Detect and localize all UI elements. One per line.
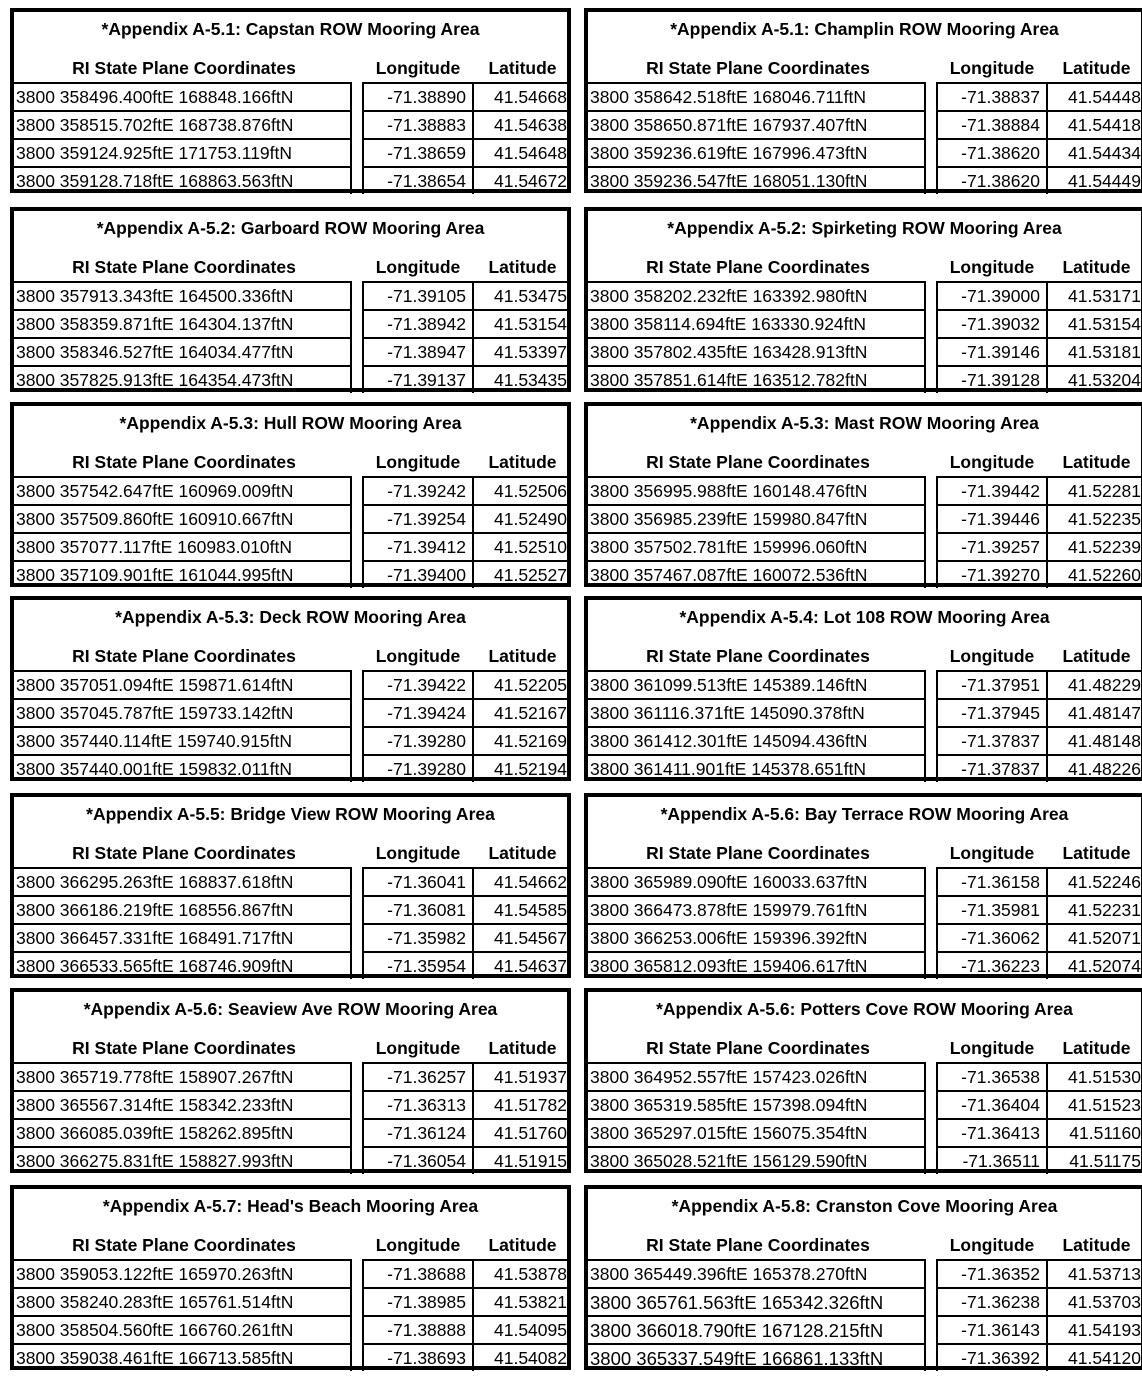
state-plane-coordinate-cell: 3800 366275.831ftE 158827.993ftN — [14, 1146, 352, 1174]
state-plane-coordinate-cell: 3800 358642.518ftE 168046.711ftN — [588, 82, 926, 110]
state-plane-coordinate-cell: 3800 359236.619ftE 167996.473ftN — [588, 138, 926, 166]
table-row — [588, 337, 1141, 365]
table-row — [14, 726, 567, 754]
longitude-cell: -71.38888 — [362, 1315, 474, 1343]
state-plane-coordinate-cell: 3800 366018.790ftE 167128.215ftN — [588, 1315, 926, 1343]
table-row — [588, 476, 1141, 504]
latitude-cell: 41.54567 — [474, 923, 567, 951]
state-plane-coordinate-cell: 3800 358359.871ftE 164304.137ftN — [14, 309, 352, 337]
longitude-cell: -71.35982 — [362, 923, 474, 951]
longitude-cell: -71.37837 — [936, 726, 1048, 754]
table-title: *Appendix A-5.6: Seaview Ave ROW Mooring Area — [83, 999, 498, 1019]
latitude-cell: 41.53878 — [474, 1259, 567, 1287]
table-row — [588, 309, 1141, 337]
longitude-cell: -71.36062 — [936, 923, 1048, 951]
coordinates-header: RI State Plane Coordinates — [72, 646, 296, 666]
longitude-cell: -71.38947 — [362, 337, 474, 365]
longitude-cell: -71.36413 — [936, 1118, 1048, 1146]
coordinates-header: RI State Plane Coordinates — [646, 58, 870, 78]
latitude-cell: 41.54193 — [1048, 1315, 1141, 1343]
longitude-cell: -71.38942 — [362, 309, 474, 337]
longitude-header: Longitude — [375, 58, 461, 78]
state-plane-coordinate-cell: 3800 359053.122ftE 165970.263ftN — [14, 1259, 352, 1287]
state-plane-coordinate-cell: 3800 365297.015ftE 156075.354ftN — [588, 1118, 926, 1146]
table-row — [588, 281, 1141, 309]
latitude-cell: 41.52231 — [1048, 895, 1141, 923]
state-plane-coordinate-cell: 3800 357542.647ftE 160969.009ftN — [14, 476, 352, 504]
mooring-area-table — [10, 596, 571, 781]
table-row — [588, 867, 1141, 895]
latitude-cell: 41.52071 — [1048, 923, 1141, 951]
table-row — [588, 1090, 1141, 1118]
table-row — [14, 365, 567, 393]
state-plane-coordinate-cell: 3800 365719.778ftE 158907.267ftN — [14, 1062, 352, 1090]
latitude-cell: 41.54434 — [1048, 138, 1141, 166]
latitude-header: Latitude — [1062, 1235, 1131, 1255]
latitude-cell: 41.54638 — [474, 110, 567, 138]
table-row — [588, 1315, 1141, 1343]
latitude-cell: 41.52239 — [1048, 532, 1141, 560]
state-plane-coordinate-cell: 3800 358515.702ftE 168738.876ftN — [14, 110, 352, 138]
state-plane-coordinate-cell: 3800 358650.871ftE 167937.407ftN — [588, 110, 926, 138]
coordinates-header: RI State Plane Coordinates — [646, 843, 870, 863]
latitude-cell: 41.54648 — [474, 138, 567, 166]
table-row — [588, 670, 1141, 698]
table-row — [588, 895, 1141, 923]
longitude-cell: -71.39400 — [362, 560, 474, 588]
table-row — [588, 1118, 1141, 1146]
latitude-header: Latitude — [1062, 452, 1131, 472]
latitude-cell: 41.51782 — [474, 1090, 567, 1118]
longitude-header: Longitude — [949, 1235, 1035, 1255]
table-row — [588, 1146, 1141, 1174]
coordinates-header: RI State Plane Coordinates — [72, 257, 296, 277]
table-row — [588, 138, 1141, 166]
latitude-header: Latitude — [1062, 646, 1131, 666]
coordinates-header: RI State Plane Coordinates — [72, 843, 296, 863]
latitude-cell: 41.53154 — [1048, 309, 1141, 337]
latitude-cell: 41.52260 — [1048, 560, 1141, 588]
table-row — [14, 698, 567, 726]
table-row — [588, 754, 1141, 782]
latitude-cell: 41.52074 — [1048, 951, 1141, 979]
longitude-cell: -71.38890 — [362, 82, 474, 110]
table-row — [14, 138, 567, 166]
longitude-header: Longitude — [949, 452, 1035, 472]
longitude-cell: -71.36392 — [936, 1343, 1048, 1371]
mooring-area-table — [584, 1185, 1142, 1370]
table-row — [14, 1118, 567, 1146]
longitude-cell: -71.39254 — [362, 504, 474, 532]
state-plane-coordinate-cell: 3800 361116.371ftE 145090.378ftN — [588, 698, 926, 726]
longitude-cell: -71.36257 — [362, 1062, 474, 1090]
table-row — [588, 923, 1141, 951]
latitude-cell: 41.51530 — [1048, 1062, 1141, 1090]
latitude-header: Latitude — [1062, 257, 1131, 277]
latitude-header: Latitude — [1062, 843, 1131, 863]
state-plane-coordinate-cell: 3800 358202.232ftE 163392.980ftN — [588, 281, 926, 309]
table-row — [14, 1315, 567, 1343]
latitude-cell: 41.54120 — [1048, 1343, 1141, 1371]
state-plane-coordinate-cell: 3800 366085.039ftE 158262.895ftN — [14, 1118, 352, 1146]
state-plane-coordinate-cell: 3800 359236.547ftE 168051.130ftN — [588, 166, 926, 194]
longitude-cell: -71.37951 — [936, 670, 1048, 698]
table-row — [14, 166, 567, 194]
table-title: *Appendix A-5.1: Capstan ROW Mooring Area — [101, 19, 480, 39]
mooring-area-table — [10, 207, 571, 392]
table-row — [588, 560, 1141, 588]
table-row — [14, 895, 567, 923]
table-row — [14, 504, 567, 532]
coordinates-header: RI State Plane Coordinates — [646, 1038, 870, 1058]
table-row — [588, 110, 1141, 138]
latitude-header: Latitude — [488, 58, 557, 78]
latitude-cell: 41.53154 — [474, 309, 567, 337]
table-row — [588, 532, 1141, 560]
coordinates-header: RI State Plane Coordinates — [72, 1235, 296, 1255]
longitude-cell: -71.36143 — [936, 1315, 1048, 1343]
table-row — [588, 1062, 1141, 1090]
table-row — [14, 867, 567, 895]
state-plane-coordinate-cell: 3800 366295.263ftE 168837.618ftN — [14, 867, 352, 895]
state-plane-coordinate-cell: 3800 366186.219ftE 168556.867ftN — [14, 895, 352, 923]
state-plane-coordinate-cell: 3800 359038.461ftE 166713.585ftN — [14, 1343, 352, 1371]
latitude-cell: 41.52169 — [474, 726, 567, 754]
table-title: *Appendix A-5.8: Cranston Cove Mooring Area — [671, 1196, 1058, 1216]
latitude-header: Latitude — [488, 646, 557, 666]
state-plane-coordinate-cell: 3800 365812.093ftE 159406.617ftN — [588, 951, 926, 979]
table-title: *Appendix A-5.4: Lot 108 ROW Mooring Area — [679, 607, 1050, 627]
longitude-cell: -71.39422 — [362, 670, 474, 698]
state-plane-coordinate-cell: 3800 359124.925ftE 171753.119ftN — [14, 138, 352, 166]
table-row — [14, 337, 567, 365]
coordinates-header: RI State Plane Coordinates — [72, 58, 296, 78]
mooring-area-table — [584, 596, 1142, 781]
coordinates-header: RI State Plane Coordinates — [72, 452, 296, 472]
latitude-cell: 41.54418 — [1048, 110, 1141, 138]
longitude-cell: -71.38688 — [362, 1259, 474, 1287]
longitude-cell: -71.39442 — [936, 476, 1048, 504]
table-row — [14, 532, 567, 560]
longitude-cell: -71.39000 — [936, 281, 1048, 309]
coordinates-header: RI State Plane Coordinates — [646, 646, 870, 666]
latitude-cell: 41.52167 — [474, 698, 567, 726]
longitude-cell: -71.38883 — [362, 110, 474, 138]
latitude-cell: 41.53204 — [1048, 365, 1141, 393]
state-plane-coordinate-cell: 3800 357502.781ftE 159996.060ftN — [588, 532, 926, 560]
table-title: *Appendix A-5.3: Hull ROW Mooring Area — [119, 413, 462, 433]
state-plane-coordinate-cell: 3800 357440.114ftE 159740.915ftN — [14, 726, 352, 754]
state-plane-coordinate-cell: 3800 365319.585ftE 157398.094ftN — [588, 1090, 926, 1118]
longitude-cell: -71.36313 — [362, 1090, 474, 1118]
longitude-cell: -71.39280 — [362, 726, 474, 754]
latitude-cell: 41.53703 — [1048, 1287, 1141, 1315]
latitude-cell: 41.54082 — [474, 1343, 567, 1371]
state-plane-coordinate-cell: 3800 356985.239ftE 159980.847ftN — [588, 504, 926, 532]
table-row — [588, 365, 1141, 393]
table-row — [14, 951, 567, 979]
state-plane-coordinate-cell: 3800 361411.901ftE 145378.651ftN — [588, 754, 926, 782]
longitude-header: Longitude — [949, 1038, 1035, 1058]
longitude-cell: -71.38693 — [362, 1343, 474, 1371]
table-row — [14, 110, 567, 138]
longitude-cell: -71.39105 — [362, 281, 474, 309]
state-plane-coordinate-cell: 3800 357109.901ftE 161044.995ftN — [14, 560, 352, 588]
coordinates-header: RI State Plane Coordinates — [72, 1038, 296, 1058]
latitude-header: Latitude — [488, 843, 557, 863]
latitude-cell: 41.54449 — [1048, 166, 1141, 194]
latitude-header: Latitude — [488, 1038, 557, 1058]
latitude-header: Latitude — [488, 257, 557, 277]
latitude-cell: 41.48229 — [1048, 670, 1141, 698]
longitude-cell: -71.37945 — [936, 698, 1048, 726]
latitude-cell: 41.53475 — [474, 281, 567, 309]
longitude-cell: -71.39257 — [936, 532, 1048, 560]
table-title: *Appendix A-5.6: Bay Terrace ROW Mooring Area — [660, 804, 1069, 824]
latitude-cell: 41.51760 — [474, 1118, 567, 1146]
table-row — [588, 166, 1141, 194]
table-row — [588, 504, 1141, 532]
table-row — [14, 1287, 567, 1315]
latitude-cell: 41.52205 — [474, 670, 567, 698]
table-row — [14, 281, 567, 309]
longitude-cell: -71.39137 — [362, 365, 474, 393]
mooring-area-table — [584, 402, 1142, 587]
mooring-area-table — [584, 793, 1142, 978]
latitude-cell: 41.51175 — [1048, 1146, 1141, 1174]
state-plane-coordinate-cell: 3800 365761.563ftE 165342.326ftN — [588, 1287, 926, 1315]
latitude-cell: 41.54585 — [474, 895, 567, 923]
longitude-header: Longitude — [949, 646, 1035, 666]
latitude-cell: 41.53821 — [474, 1287, 567, 1315]
table-title: *Appendix A-5.2: Garboard ROW Mooring Area — [96, 218, 485, 238]
state-plane-coordinate-cell: 3800 361099.513ftE 145389.146ftN — [588, 670, 926, 698]
longitude-cell: -71.38654 — [362, 166, 474, 194]
state-plane-coordinate-cell: 3800 366457.331ftE 168491.717ftN — [14, 923, 352, 951]
latitude-cell: 41.52506 — [474, 476, 567, 504]
longitude-cell: -71.38837 — [936, 82, 1048, 110]
longitude-cell: -71.36054 — [362, 1146, 474, 1174]
state-plane-coordinate-cell: 3800 357509.860ftE 160910.667ftN — [14, 504, 352, 532]
longitude-cell: -71.35981 — [936, 895, 1048, 923]
table-row — [14, 476, 567, 504]
state-plane-coordinate-cell: 3800 357913.343ftE 164500.336ftN — [14, 281, 352, 309]
longitude-header: Longitude — [949, 58, 1035, 78]
latitude-cell: 41.54662 — [474, 867, 567, 895]
mooring-area-table — [584, 8, 1142, 193]
longitude-cell: -71.36041 — [362, 867, 474, 895]
state-plane-coordinate-cell: 3800 357045.787ftE 159733.142ftN — [14, 698, 352, 726]
longitude-cell: -71.36223 — [936, 951, 1048, 979]
state-plane-coordinate-cell: 3800 358346.527ftE 164034.477ftN — [14, 337, 352, 365]
table-title: *Appendix A-5.7: Head's Beach Mooring Area — [102, 1196, 479, 1216]
longitude-cell: -71.39270 — [936, 560, 1048, 588]
coordinates-header: RI State Plane Coordinates — [646, 257, 870, 277]
table-row — [14, 309, 567, 337]
latitude-cell: 41.48148 — [1048, 726, 1141, 754]
latitude-cell: 41.53181 — [1048, 337, 1141, 365]
latitude-cell: 41.53397 — [474, 337, 567, 365]
latitude-cell: 41.52246 — [1048, 867, 1141, 895]
table-row — [588, 951, 1141, 979]
table-row — [14, 1343, 567, 1371]
state-plane-coordinate-cell: 3800 357802.435ftE 163428.913ftN — [588, 337, 926, 365]
state-plane-coordinate-cell: 3800 366253.006ftE 159396.392ftN — [588, 923, 926, 951]
longitude-cell: -71.39146 — [936, 337, 1048, 365]
table-row — [14, 1259, 567, 1287]
longitude-cell: -71.38659 — [362, 138, 474, 166]
table-title: *Appendix A-5.1: Champlin ROW Mooring Area — [670, 19, 1059, 39]
longitude-cell: -71.36238 — [936, 1287, 1048, 1315]
longitude-cell: -71.36352 — [936, 1259, 1048, 1287]
latitude-cell: 41.51160 — [1048, 1118, 1141, 1146]
latitude-cell: 41.48147 — [1048, 698, 1141, 726]
longitude-cell: -71.36124 — [362, 1118, 474, 1146]
latitude-cell: 41.54672 — [474, 166, 567, 194]
mooring-area-table — [10, 988, 571, 1173]
state-plane-coordinate-cell: 3800 357440.001ftE 159832.011ftN — [14, 754, 352, 782]
mooring-area-table — [10, 8, 571, 193]
latitude-cell: 41.53435 — [474, 365, 567, 393]
mooring-area-table — [10, 793, 571, 978]
latitude-cell: 41.53171 — [1048, 281, 1141, 309]
state-plane-coordinate-cell: 3800 358504.560ftE 166760.261ftN — [14, 1315, 352, 1343]
longitude-cell: -71.39424 — [362, 698, 474, 726]
longitude-header: Longitude — [949, 257, 1035, 277]
latitude-cell: 41.51937 — [474, 1062, 567, 1090]
latitude-cell: 41.51523 — [1048, 1090, 1141, 1118]
state-plane-coordinate-cell: 3800 356995.988ftE 160148.476ftN — [588, 476, 926, 504]
state-plane-coordinate-cell: 3800 358496.400ftE 168848.166ftN — [14, 82, 352, 110]
longitude-header: Longitude — [375, 1038, 461, 1058]
state-plane-coordinate-cell: 3800 357077.117ftE 160983.010ftN — [14, 532, 352, 560]
latitude-cell: 41.52490 — [474, 504, 567, 532]
longitude-cell: -71.38620 — [936, 138, 1048, 166]
latitude-cell: 41.52281 — [1048, 476, 1141, 504]
latitude-cell: 41.54448 — [1048, 82, 1141, 110]
longitude-cell: -71.36404 — [936, 1090, 1048, 1118]
state-plane-coordinate-cell: 3800 358240.283ftE 165761.514ftN — [14, 1287, 352, 1315]
longitude-cell: -71.39446 — [936, 504, 1048, 532]
table-row — [14, 1090, 567, 1118]
latitude-header: Latitude — [488, 452, 557, 472]
state-plane-coordinate-cell: 3800 365567.314ftE 158342.233ftN — [14, 1090, 352, 1118]
table-row — [14, 670, 567, 698]
longitude-cell: -71.39032 — [936, 309, 1048, 337]
table-row — [588, 1259, 1141, 1287]
table-title: *Appendix A-5.2: Spirketing ROW Mooring Area — [667, 218, 1062, 238]
longitude-cell: -71.39412 — [362, 532, 474, 560]
mooring-area-table — [10, 1185, 571, 1370]
latitude-header: Latitude — [488, 1235, 557, 1255]
table-row — [588, 698, 1141, 726]
longitude-cell: -71.37837 — [936, 754, 1048, 782]
latitude-cell: 41.48226 — [1048, 754, 1141, 782]
table-title: *Appendix A-5.6: Potters Cove ROW Mooring Area — [656, 999, 1073, 1019]
longitude-cell: -71.39242 — [362, 476, 474, 504]
longitude-header: Longitude — [375, 843, 461, 863]
latitude-cell: 41.52527 — [474, 560, 567, 588]
state-plane-coordinate-cell: 3800 364952.557ftE 157423.026ftN — [588, 1062, 926, 1090]
latitude-header: Latitude — [1062, 1038, 1131, 1058]
longitude-cell: -71.36081 — [362, 895, 474, 923]
state-plane-coordinate-cell: 3800 357851.614ftE 163512.782ftN — [588, 365, 926, 393]
latitude-cell: 41.54637 — [474, 951, 567, 979]
state-plane-coordinate-cell: 3800 358114.694ftE 163330.924ftN — [588, 309, 926, 337]
latitude-cell: 41.51915 — [474, 1146, 567, 1174]
latitude-cell: 41.54095 — [474, 1315, 567, 1343]
table-row — [588, 1343, 1141, 1371]
state-plane-coordinate-cell: 3800 357051.094ftE 159871.614ftN — [14, 670, 352, 698]
longitude-cell: -71.35954 — [362, 951, 474, 979]
table-row — [14, 82, 567, 110]
mooring-area-table — [584, 207, 1142, 392]
table-title: *Appendix A-5.3: Deck ROW Mooring Area — [115, 607, 466, 627]
mooring-area-table — [584, 988, 1142, 1173]
longitude-header: Longitude — [375, 1235, 461, 1255]
table-title: *Appendix A-5.5: Bridge View ROW Mooring Area — [86, 804, 495, 824]
state-plane-coordinate-cell: 3800 357467.087ftE 160072.536ftN — [588, 560, 926, 588]
longitude-cell: -71.39128 — [936, 365, 1048, 393]
longitude-cell: -71.36538 — [936, 1062, 1048, 1090]
state-plane-coordinate-cell: 3800 365337.549ftE 166861.133ftN — [588, 1343, 926, 1371]
longitude-cell: -71.38620 — [936, 166, 1048, 194]
state-plane-coordinate-cell: 3800 366533.565ftE 168746.909ftN — [14, 951, 352, 979]
latitude-cell: 41.52235 — [1048, 504, 1141, 532]
table-row — [14, 1146, 567, 1174]
table-title: *Appendix A-5.3: Mast ROW Mooring Area — [690, 413, 1039, 433]
latitude-cell: 41.53713 — [1048, 1259, 1141, 1287]
longitude-cell: -71.38884 — [936, 110, 1048, 138]
latitude-cell: 41.52194 — [474, 754, 567, 782]
longitude-cell: -71.36158 — [936, 867, 1048, 895]
longitude-header: Longitude — [949, 843, 1035, 863]
table-row — [14, 754, 567, 782]
state-plane-coordinate-cell: 3800 365449.396ftE 165378.270ftN — [588, 1259, 926, 1287]
table-row — [588, 82, 1141, 110]
table-row — [14, 1062, 567, 1090]
state-plane-coordinate-cell: 3800 365989.090ftE 160033.637ftN — [588, 867, 926, 895]
state-plane-coordinate-cell: 3800 366473.878ftE 159979.761ftN — [588, 895, 926, 923]
latitude-header: Latitude — [1062, 58, 1131, 78]
state-plane-coordinate-cell: 3800 359128.718ftE 168863.563ftN — [14, 166, 352, 194]
longitude-cell: -71.39280 — [362, 754, 474, 782]
mooring-area-table — [10, 402, 571, 587]
state-plane-coordinate-cell: 3800 365028.521ftE 156129.590ftN — [588, 1146, 926, 1174]
longitude-cell: -71.38985 — [362, 1287, 474, 1315]
latitude-cell: 41.54668 — [474, 82, 567, 110]
state-plane-coordinate-cell: 3800 361412.301ftE 145094.436ftN — [588, 726, 926, 754]
coordinates-header: RI State Plane Coordinates — [646, 452, 870, 472]
table-row — [14, 923, 567, 951]
table-row — [588, 1287, 1141, 1315]
longitude-header: Longitude — [375, 646, 461, 666]
state-plane-coordinate-cell: 3800 357825.913ftE 164354.473ftN — [14, 365, 352, 393]
longitude-header: Longitude — [375, 452, 461, 472]
table-row — [588, 726, 1141, 754]
table-row — [14, 560, 567, 588]
longitude-header: Longitude — [375, 257, 461, 277]
longitude-cell: -71.36511 — [936, 1146, 1048, 1174]
latitude-cell: 41.52510 — [474, 532, 567, 560]
coordinates-header: RI State Plane Coordinates — [646, 1235, 870, 1255]
